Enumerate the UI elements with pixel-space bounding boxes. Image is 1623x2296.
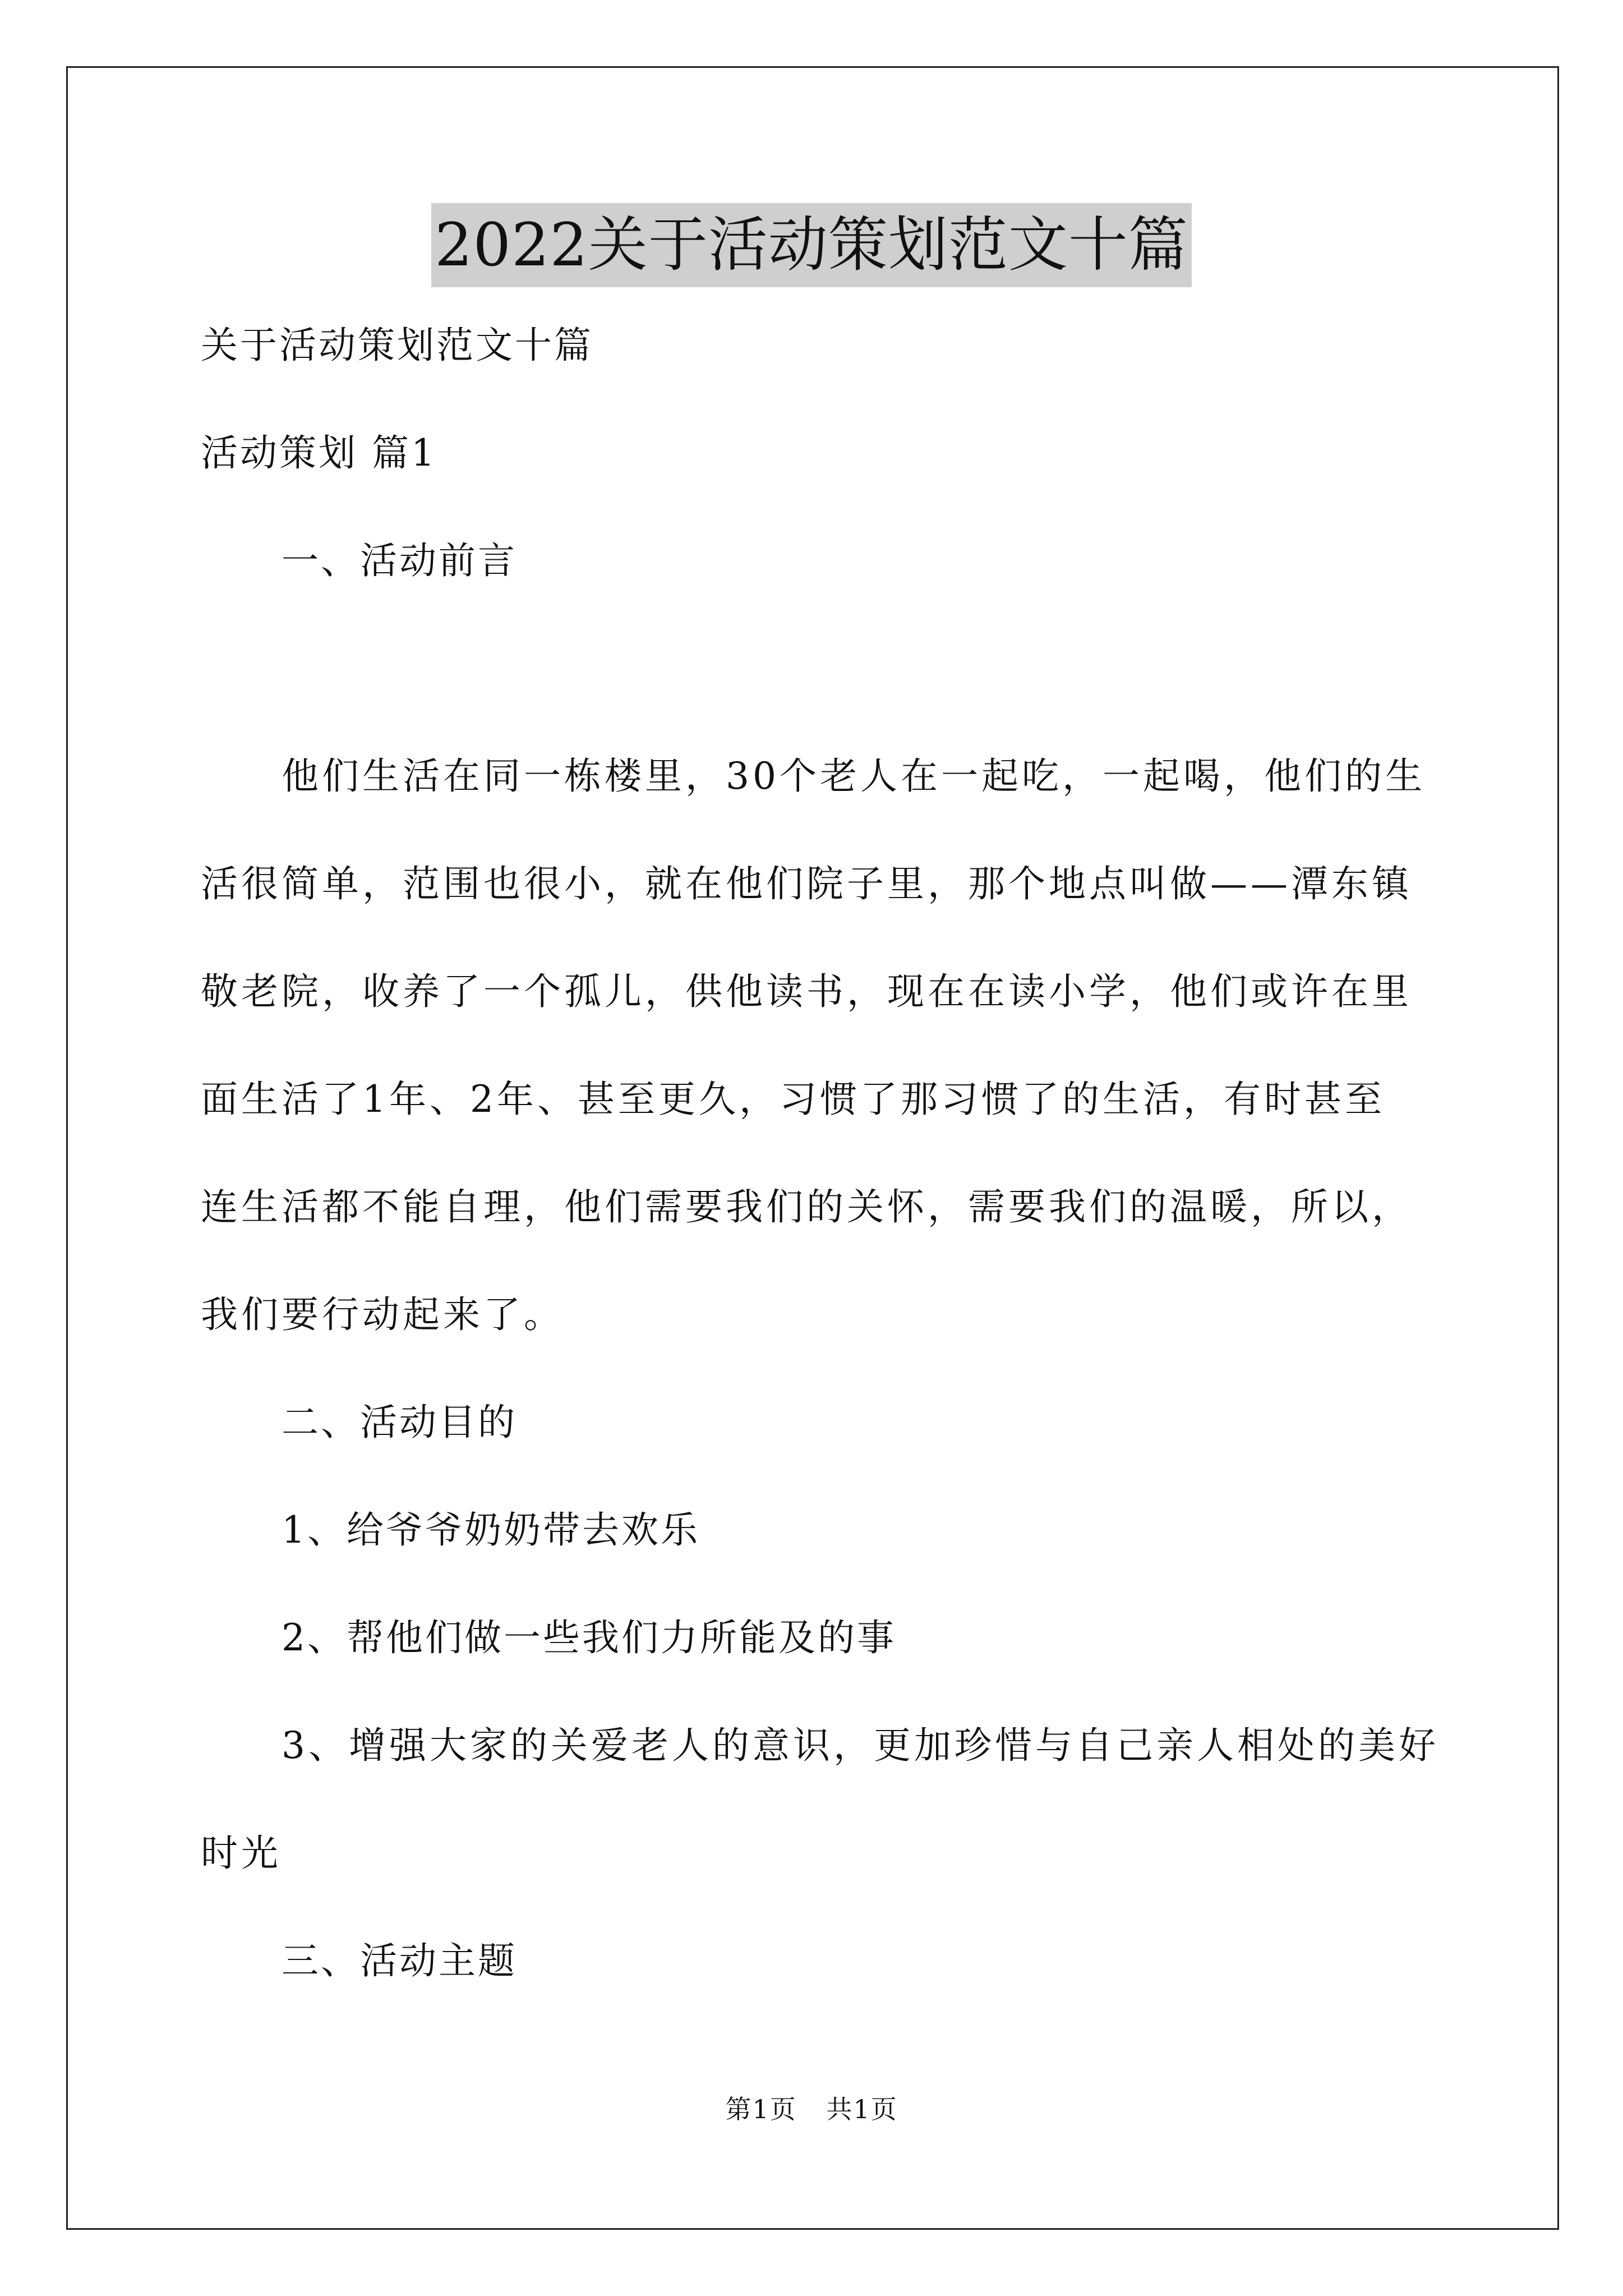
goal-item: 2、帮他们做一些我们力所能及的事 bbox=[282, 1616, 896, 1659]
paragraph-line: 我们要行动起来了。 bbox=[201, 1293, 564, 1336]
subtitle: 关于活动策划范文十篇 bbox=[201, 324, 593, 367]
paragraph-line: 面生活了1年、2年、甚至更久，习惯了那习惯了的生活，有时甚至 bbox=[201, 1078, 1385, 1121]
heading-goals: 二、活动目的 bbox=[282, 1401, 517, 1444]
title-container bbox=[0, 203, 1623, 287]
paragraph-line: 敬老院，收养了一个孤儿，供他读书，现在在读小学，他们或许在里 bbox=[201, 970, 1412, 1013]
document-body bbox=[201, 319, 1439, 2042]
blank-space bbox=[201, 642, 1429, 749]
section-heading: 活动策划 篇1 bbox=[201, 431, 437, 475]
heading-theme: 三、活动主题 bbox=[282, 1939, 517, 1982]
paragraph-line: 连生活都不能自理，他们需要我们的关怀，需要我们的温暖，所以， bbox=[201, 1185, 1412, 1228]
paragraph-line: 他们生活在同一栋楼里，30个老人在一起吃，一起喝，他们的生 bbox=[282, 754, 1426, 798]
paragraph-line: 活很简单，范围也很小，就在他们院子里，那个地点叫做——潭东镇 bbox=[201, 862, 1412, 905]
page-count: 共1页 bbox=[826, 2094, 898, 2124]
goal-item-continuation: 时光 bbox=[201, 1832, 282, 1875]
goal-item: 3、增强大家的关爱老人的意识，更加珍惜与自己亲人相处的美好 bbox=[282, 1724, 1439, 1767]
heading-preface: 一、活动前言 bbox=[282, 539, 517, 582]
goal-item: 1、给爷爷奶奶带去欢乐 bbox=[282, 1508, 700, 1552]
page-footer bbox=[0, 2092, 1623, 2126]
document-title: 2022关于活动策划范文十篇 bbox=[431, 203, 1192, 287]
page-number: 第1页 bbox=[725, 2094, 797, 2124]
